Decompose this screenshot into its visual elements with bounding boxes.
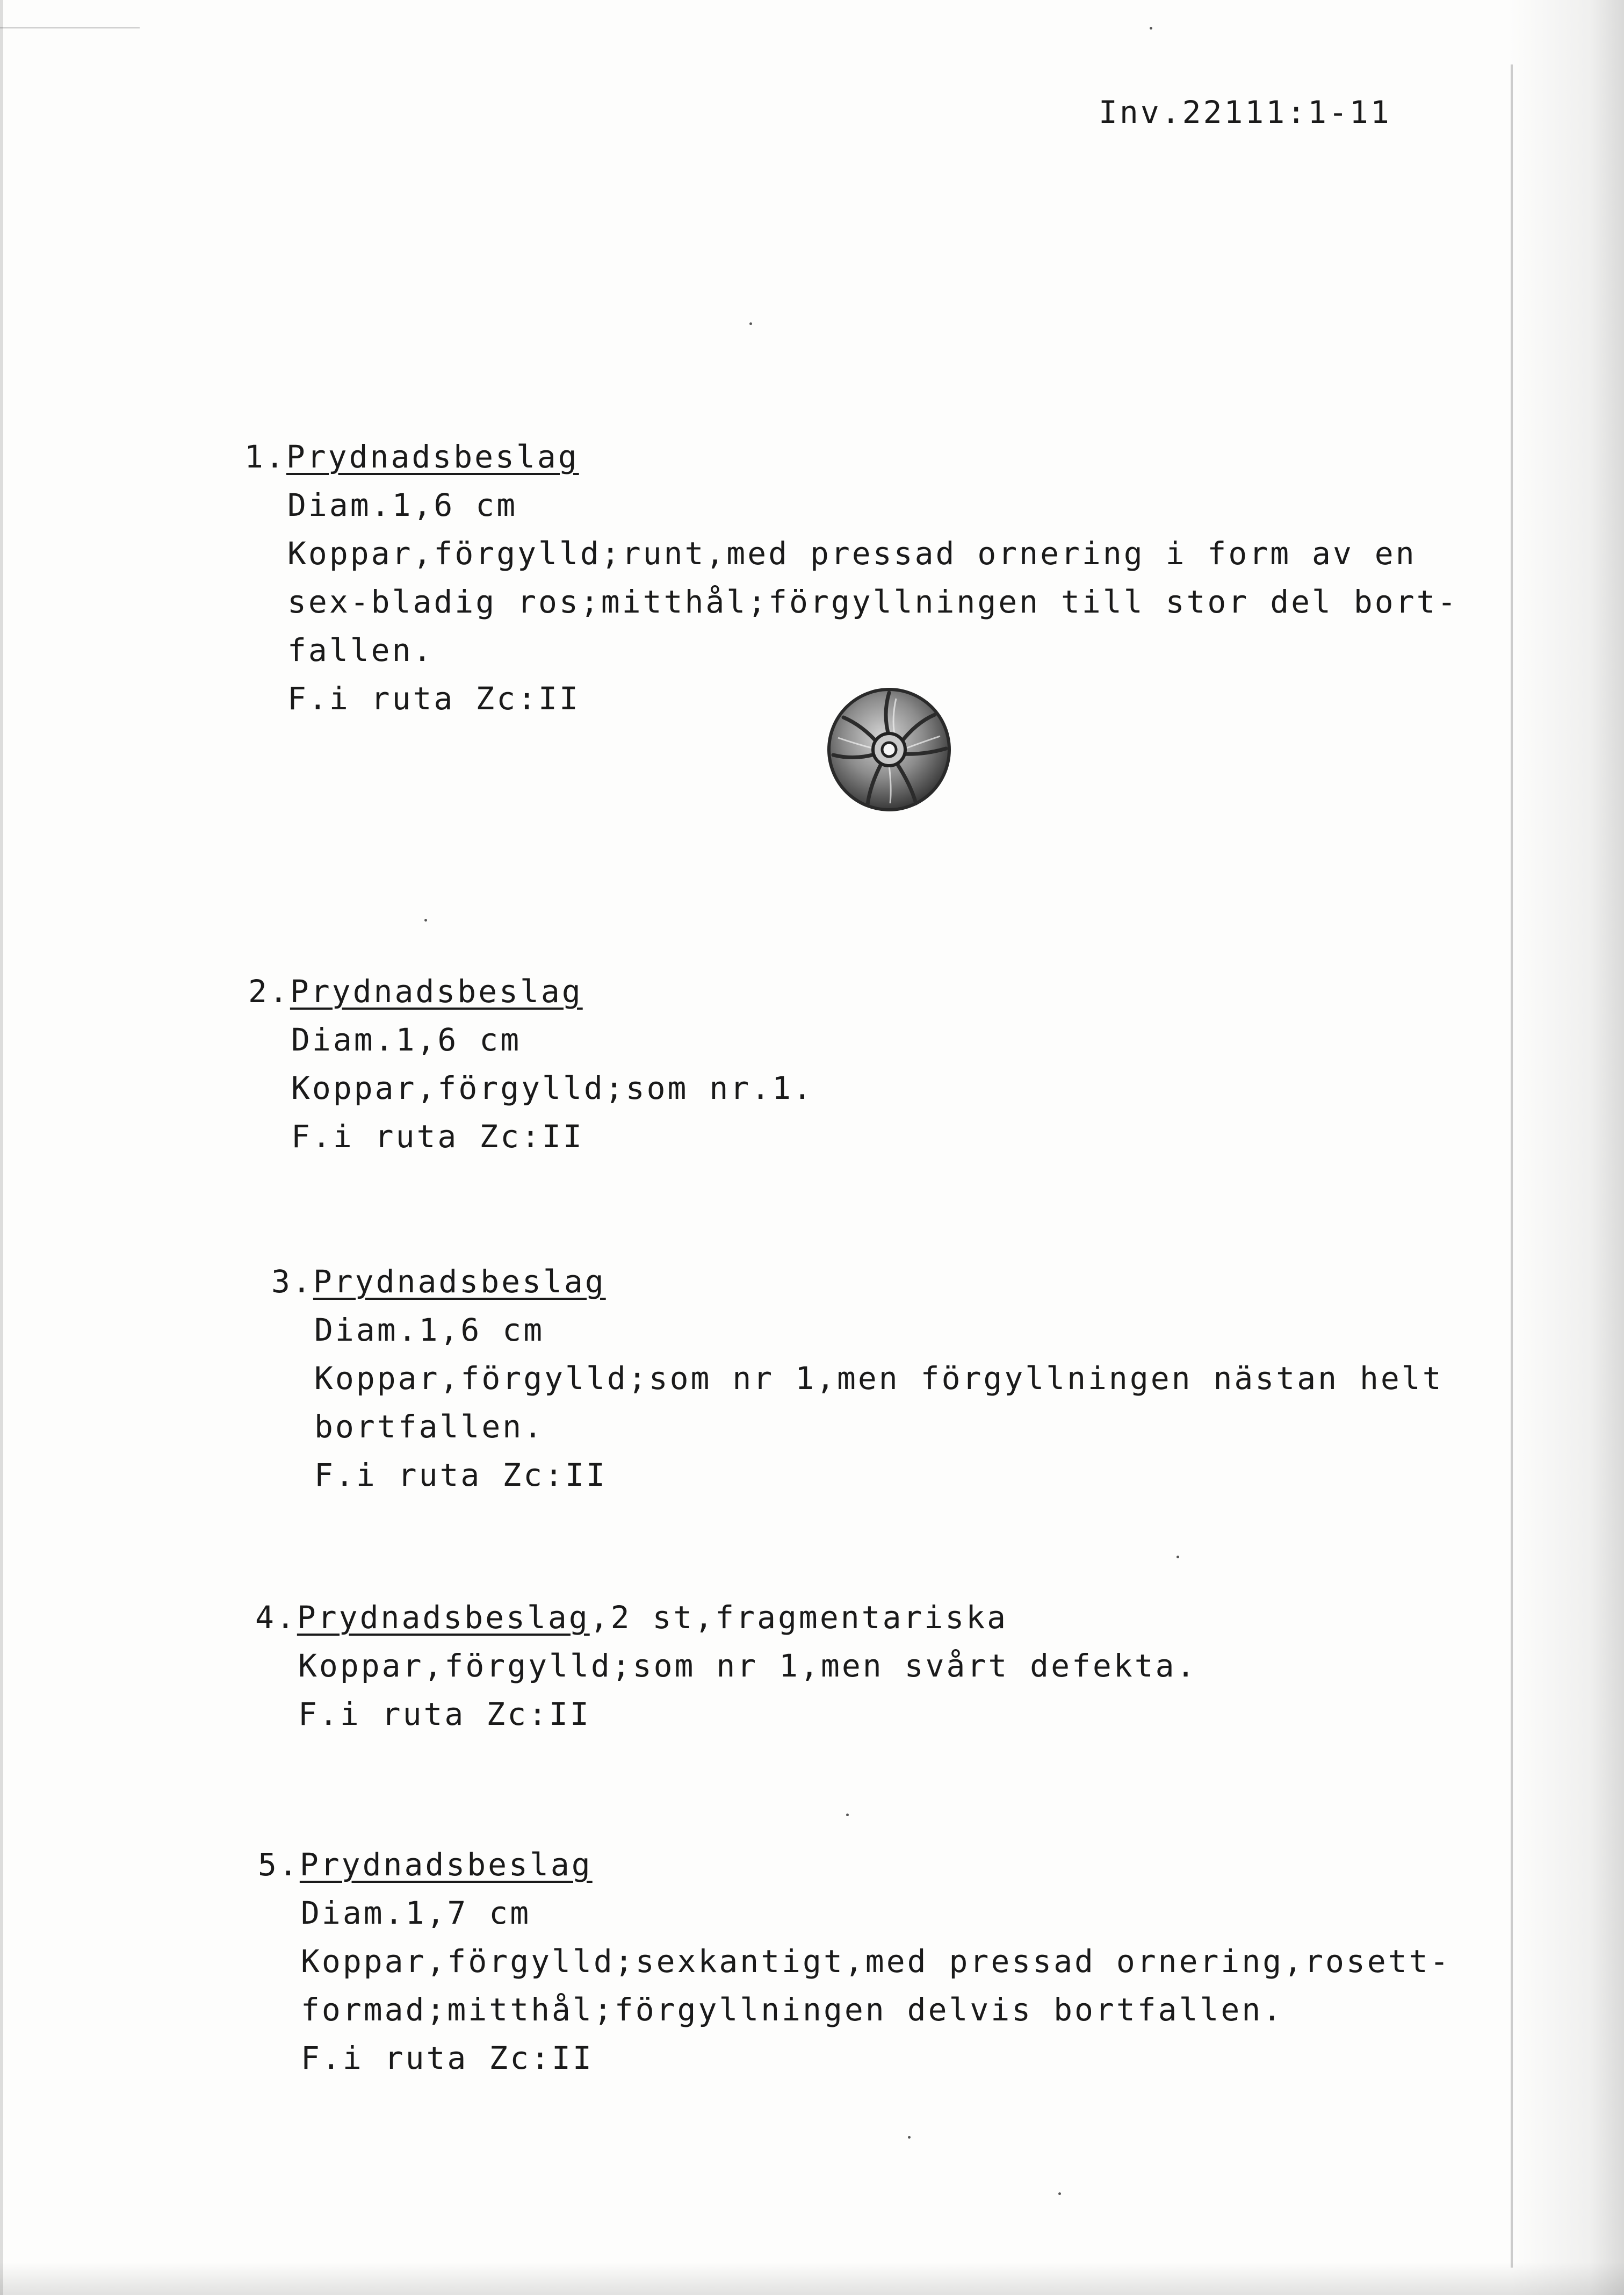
scan-edge-left (0, 0, 3, 2295)
entry-number: 1. (244, 438, 286, 475)
entry-heading (271, 1257, 1443, 1306)
scan-edge-right-line (1511, 64, 1513, 2268)
entry-line: bortfallen. (314, 1408, 545, 1445)
scan-speck (424, 919, 427, 922)
entry-number: 3. (271, 1263, 313, 1300)
entry-number: 2. (248, 973, 290, 1010)
scan-edge-bottom (0, 2262, 1624, 2295)
scan-speck (1177, 1556, 1179, 1558)
entry-line: Diam.1,6 cm (287, 487, 518, 523)
inventory-number: Inv.22111:1-11 (1099, 94, 1391, 131)
catalog-entry-4 (255, 1593, 1197, 1738)
entry-title: Prydnadsbeslag (313, 1263, 606, 1300)
entry-heading (255, 1593, 1197, 1642)
entry-line: Diam.1,6 cm (314, 1312, 545, 1348)
scan-speck (908, 2136, 911, 2139)
entry-line: formad;mitthål;förgyllningen delvis bortfallen. (301, 1991, 1284, 2028)
scan-edge-right (1510, 0, 1624, 2295)
entry-title: Prydnadsbeslag (297, 1599, 590, 1636)
entry-line: Diam.1,6 cm (291, 1021, 522, 1058)
entry-line: sex-bladig ros;mitthål;förgyllningen till stor del bort- (287, 584, 1459, 620)
scan-speck (1150, 27, 1152, 30)
rosette-mount-illustration (825, 685, 954, 814)
entry-heading (248, 967, 814, 1016)
entry-number: 5. (258, 1846, 300, 1883)
catalog-entry-3 (271, 1257, 1443, 1499)
catalog-entry-5 (258, 1840, 1451, 2082)
entry-line: Koppar,förgylld;som nr 1,men förgyllningen nästan helt (314, 1360, 1443, 1397)
entry-line: F.i ruta Zc:II (314, 1457, 607, 1493)
entry-line: F.i ruta Zc:II (291, 1118, 584, 1155)
entry-line: Koppar,förgylld;sexkantigt,med pressad ornering,rosett- (301, 1943, 1451, 1980)
scan-edge-top (0, 27, 140, 28)
scan-speck (749, 322, 752, 325)
rosette-mount-photo (825, 685, 954, 814)
entry-title-suffix: ,2 st,fragmentariska (589, 1599, 1008, 1636)
entry-line: fallen. (287, 632, 434, 668)
entry-line: F.i ruta Zc:II (298, 1696, 591, 1732)
entry-heading (244, 433, 1458, 481)
catalog-entry-2 (248, 967, 814, 1161)
entry-line: F.i ruta Zc:II (301, 2040, 594, 2076)
catalog-entry-1 (244, 433, 1458, 723)
entry-title: Prydnadsbeslag (290, 973, 583, 1010)
scan-speck (846, 1814, 849, 1816)
entry-number: 4. (255, 1599, 297, 1636)
entry-title: Prydnadsbeslag (286, 438, 579, 475)
entry-line: Koppar,förgylld;som nr.1. (291, 1070, 814, 1106)
entry-heading (258, 1840, 1451, 1889)
entry-line: F.i ruta Zc:II (287, 680, 580, 717)
entry-line: Koppar,förgylld;runt,med pressad ornering i form av en (287, 535, 1417, 572)
entry-line: Koppar,förgylld;som nr 1,men svårt defekta. (298, 1647, 1197, 1684)
entry-title: Prydnadsbeslag (299, 1846, 593, 1883)
entry-line: Diam.1,7 cm (301, 1895, 531, 1931)
scan-speck (1058, 2192, 1061, 2195)
